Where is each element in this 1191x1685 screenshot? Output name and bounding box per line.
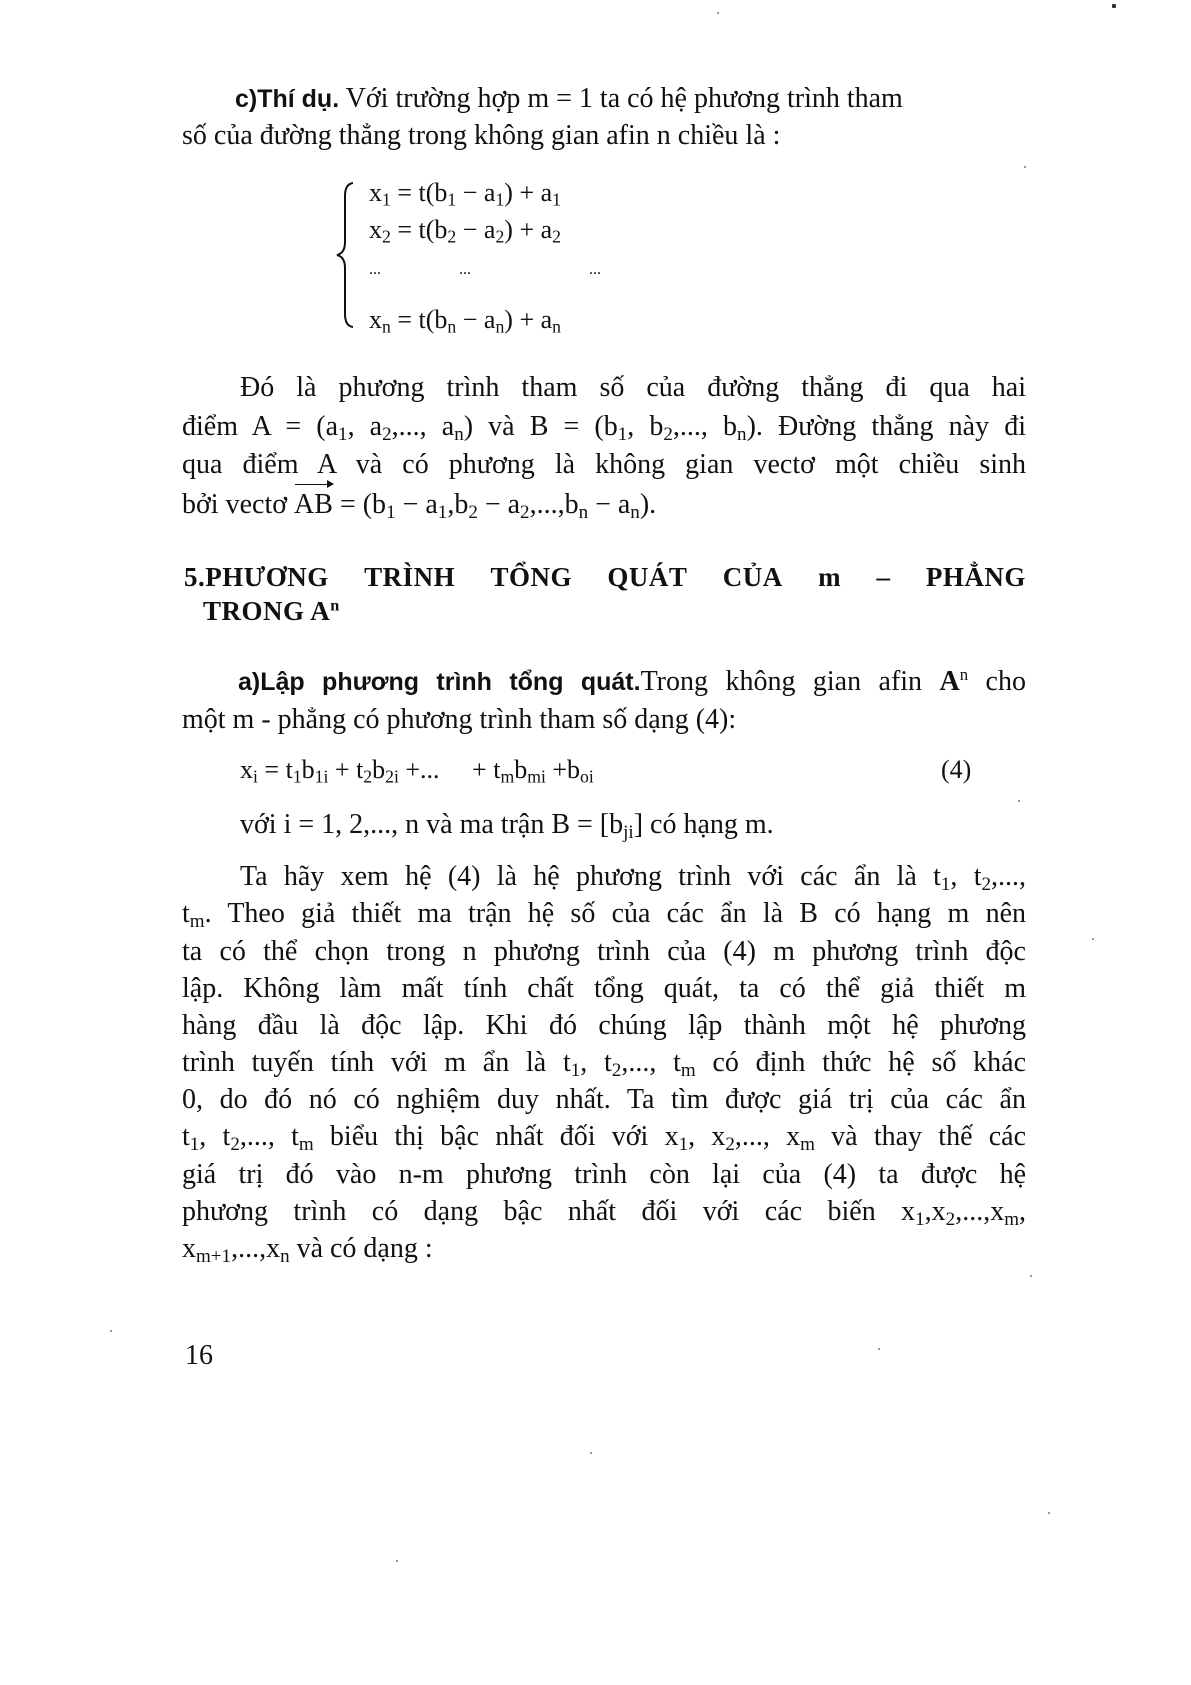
section-5-heading-line-2: TRONG $A^n$ <box>203 596 340 626</box>
example-line-1 <box>235 82 903 116</box>
para1-line-2: điểm $A = (a_1$, $a_2$,..., $a_n$) và $B = (b_1$, $b_2$,..., $b_n$). Đường thẳng này đi <box>182 411 1026 445</box>
subsection-a-line-2: một m - phẳng có phương trình tham số dạng (4): <box>182 704 737 735</box>
system-row-n: $x_n = t(b_n - a_n) + a_n$ <box>369 305 561 337</box>
para2-line-5: hàng đầu là độc lập. Khi đó chúng lập thành một hệ phương <box>182 1010 1026 1041</box>
para2-line-10: phương trình có dạng bậc nhất đối với các biến $x_1,x_2,...,x_m$, <box>182 1196 1026 1230</box>
para1-line-1: Đó là phương trình tham số của đường thẳng đi qua hai <box>240 372 1026 403</box>
example-label: c)Thí dụ. <box>235 85 340 113</box>
scan-speck <box>878 1348 880 1350</box>
scan-speck <box>1112 4 1116 8</box>
para2-line-2: $t_m$. Theo giả thiết ma trận hệ số của các ẩn là B có hạng m nên <box>182 898 1026 932</box>
para2-line-4: lập. Không làm mất tính chất tổng quát, ta có thể giả thiết m <box>182 973 1026 1004</box>
page-number: 16 <box>185 1340 213 1371</box>
vector-ab: AB <box>294 489 333 520</box>
left-brace <box>335 180 357 330</box>
equation-4-number: (4) <box>941 755 972 784</box>
scan-speck <box>110 1330 112 1332</box>
para2-line-1: Ta hãy xem hệ (4) là hệ phương trình với các ẩn là $t_1$, $t_2$,..., <box>240 861 1026 895</box>
para1-line-3: qua điểm A và có phương là không gian vectơ một chiều sinh <box>182 449 1026 480</box>
scan-speck <box>590 1452 592 1454</box>
para2-line-11: $x_{m+1},...,x_n$ và có dạng : <box>182 1233 433 1267</box>
system-row-1: $x_1 = t(b_1 - a_1) + a_1$ <box>369 178 561 210</box>
para2-line-3: ta có thể chọn trong n phương trình của (4) m phương trình độc <box>182 936 1026 967</box>
equation-4: $x_i = t_1b_{1i} + t_2b_{2i}$ +... + $t_mb_{mi} +b_{oi}$ <box>240 755 594 787</box>
scan-speck <box>396 1560 398 1562</box>
subsection-a-label: a)Lập phương trình tổng quát. <box>238 668 641 696</box>
scan-speck <box>1048 1512 1050 1514</box>
example-line-2: số của đường thẳng trong không gian afin n chiều là : <box>182 120 781 151</box>
scan-speck <box>1018 800 1020 802</box>
scan-speck <box>717 12 719 14</box>
para2-line-8: $t_1$, $t_2$,..., $t_m$ biểu thị bậc nhất đối với $x_1$, $x_2$,..., $x_m$ và thay thế các <box>182 1121 1027 1155</box>
section-5-heading-line-1: 5.PHƯƠNG TRÌNH TỔNG QUÁT CỦA m – PHẲNG <box>184 562 1026 592</box>
para1-line-4: bởi vectơ AB = $(b_1 - a_1,b_2 - a_2,...,b_n - a_n)$. <box>182 489 657 523</box>
scan-speck <box>1092 938 1094 940</box>
system-row-2: $x_2 = t(b_2 - a_2) + a_2$ <box>369 215 561 247</box>
equation-4-condition: với i = 1, 2,..., n và ma trận $B = [b_{ji}]$ có hạng m. <box>240 809 774 843</box>
example-text-1: Với trường hợp m = 1 ta có hệ phương trình tham <box>345 83 903 114</box>
scan-speck <box>1024 166 1026 168</box>
para2-line-7: 0, do đó nó có nghiệm duy nhất. Ta tìm được giá trị của các ẩn <box>182 1084 1026 1115</box>
para2-line-6: trình tuyến tính với m ẩn là $t_1$, $t_2$,..., $t_m$ có định thức hệ số khác <box>182 1047 1027 1081</box>
para2-line-9: giá trị đó vào n-m phương trình còn lại của (4) ta được hệ <box>182 1159 1026 1190</box>
subsection-a-line-1: a)Lập phương trình tổng quát.Trong không gian afin $A^n$ cho <box>238 664 1026 697</box>
scan-speck <box>1030 1275 1032 1277</box>
